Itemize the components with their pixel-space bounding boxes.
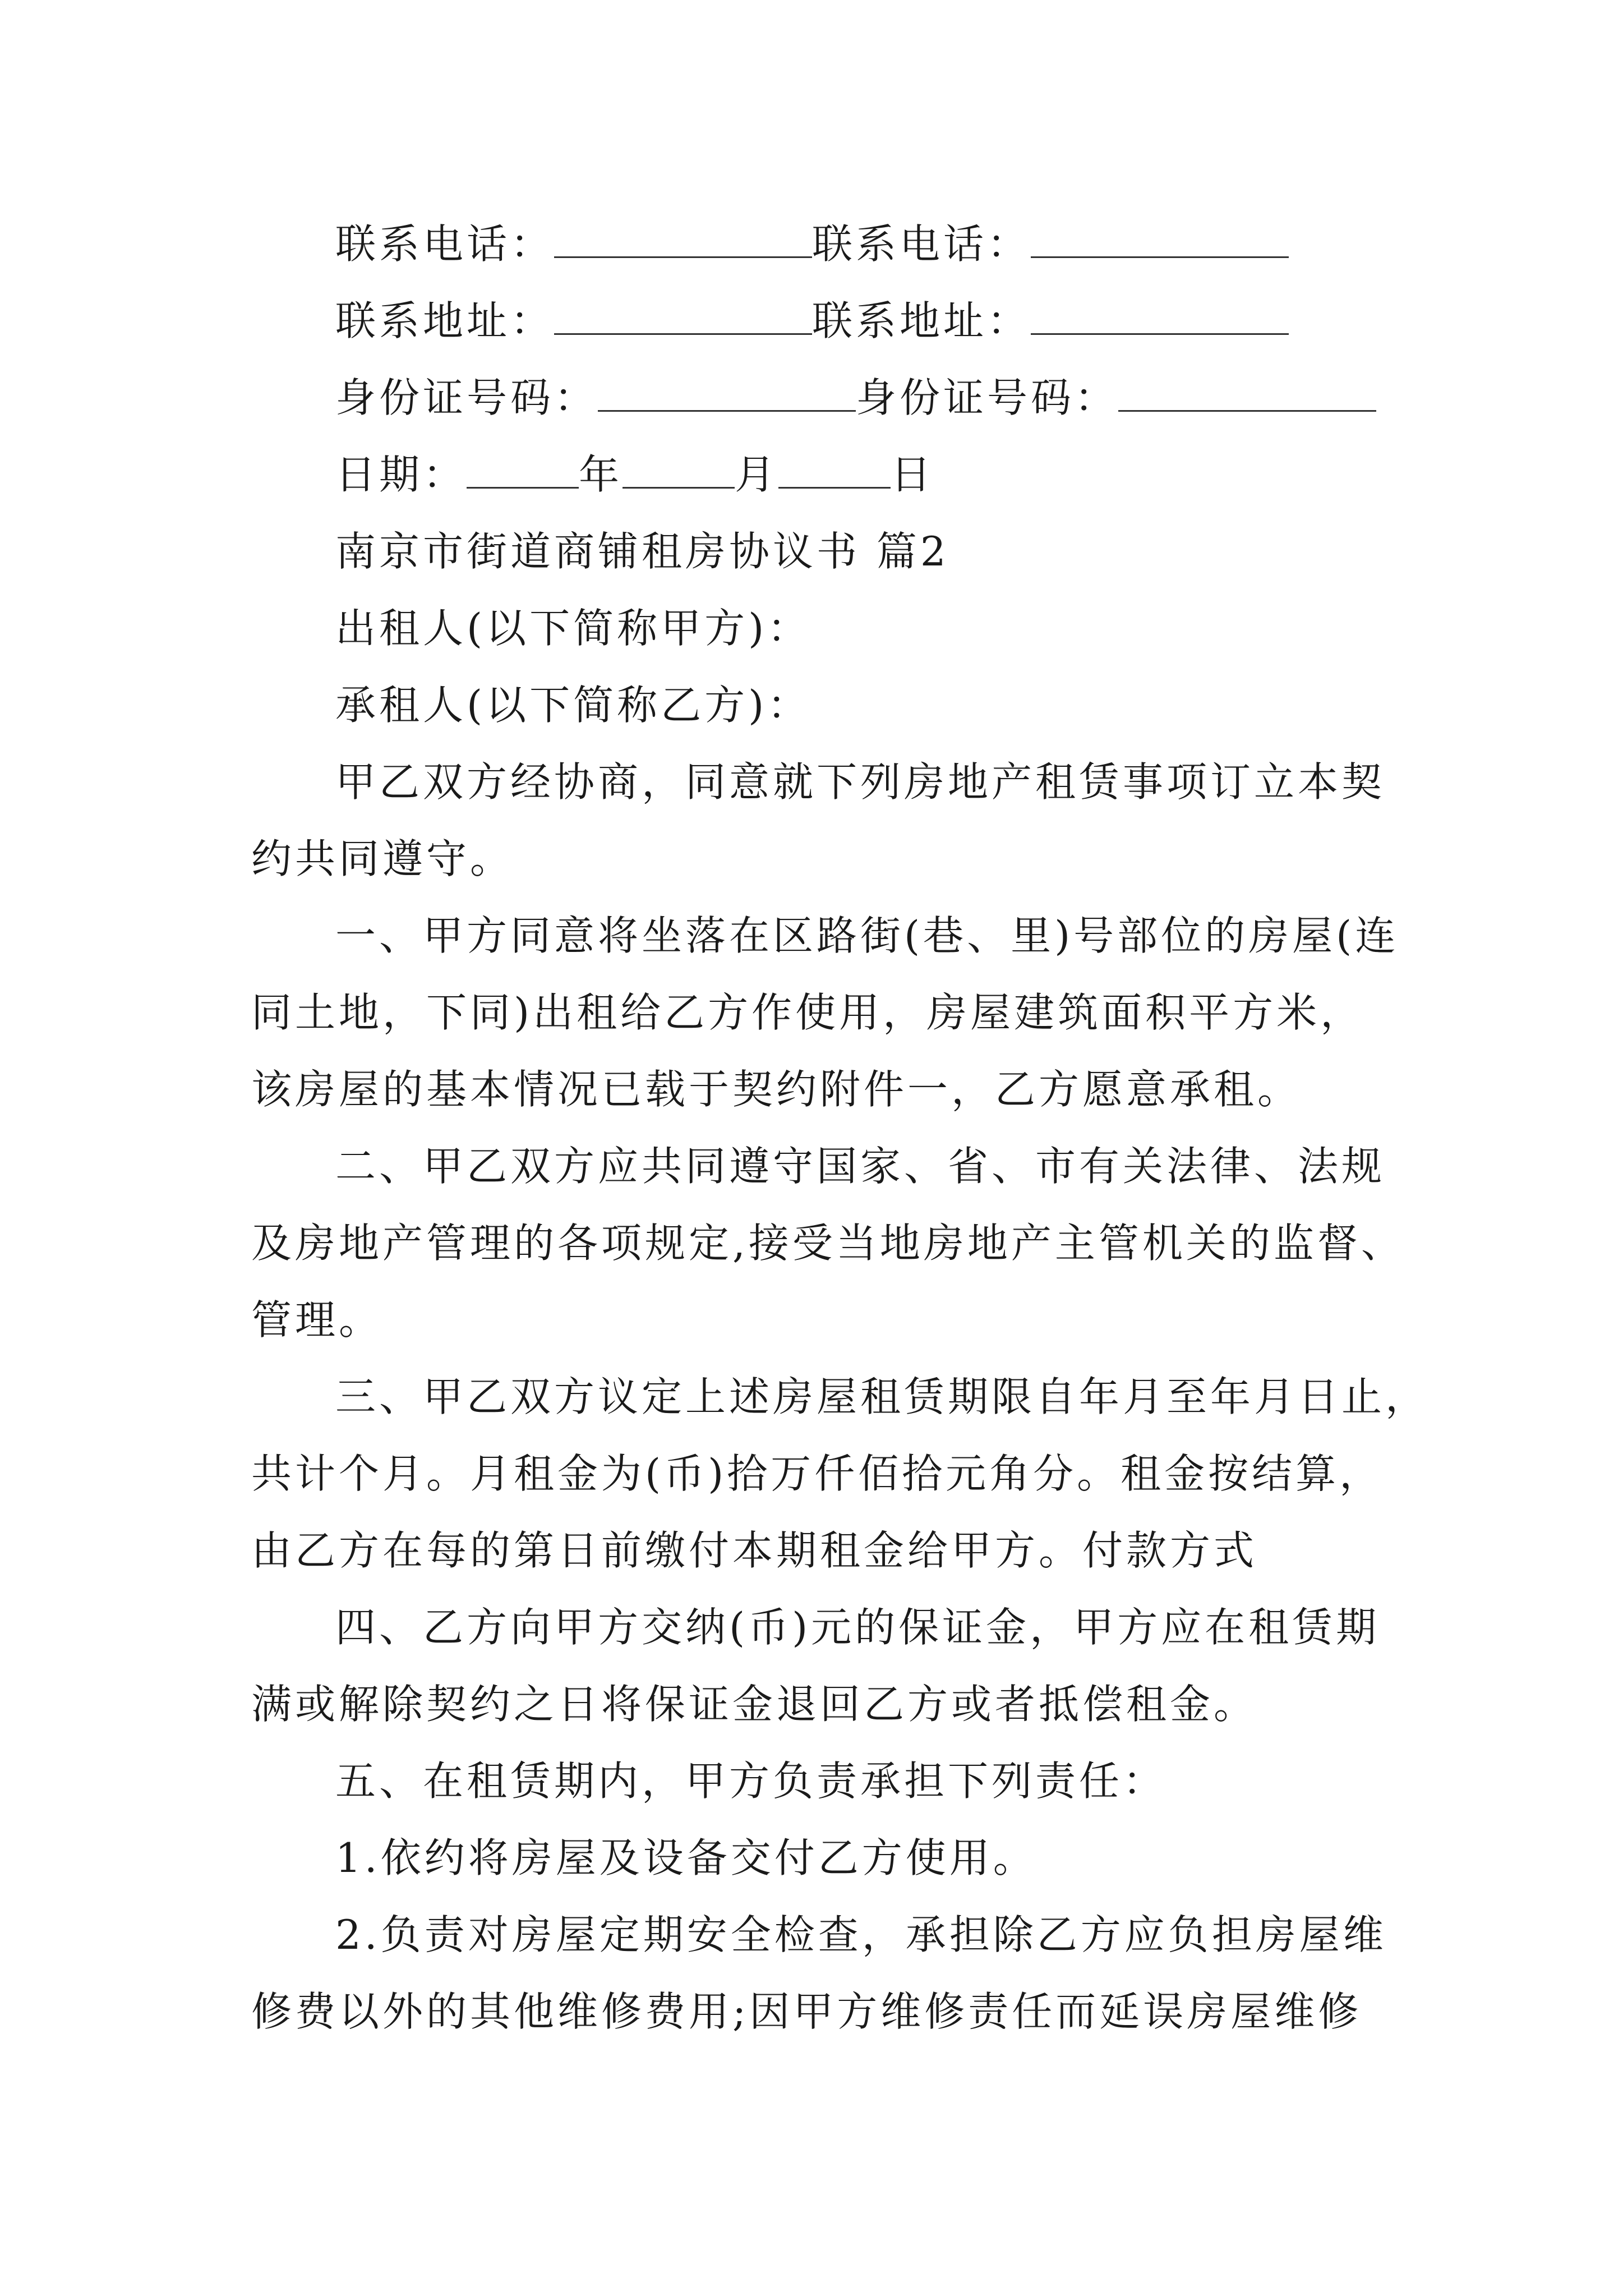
section-title: 南京市街道商铺租房协议书 篇2 (335, 528, 949, 575)
id-label-party-a: 身份证号码： (335, 374, 598, 421)
month-label: 月 (735, 451, 779, 498)
id-label-party-b: 身份证号码： (856, 374, 1119, 421)
lessor-line: 出租人(以下简称甲方)： (335, 605, 811, 652)
contact-phone-row (335, 219, 1289, 269)
body-line: 共计个月。月租金为(币)拾万仟佰拾元角分。租金按结算， (251, 1450, 1384, 1497)
phone-blank-party-a (554, 223, 812, 258)
phone-blank-party-b (1031, 223, 1289, 258)
body-line: 甲乙双方经协商，同意就下列房地产租赁事项订立本契 (335, 758, 1386, 806)
body-line: 满或解除契约之日将保证金退回乙方或者抵偿租金。 (251, 1681, 1258, 1728)
address-label-party-b: 联系地址： (812, 297, 1031, 344)
address-label-party-a: 联系地址： (335, 297, 555, 344)
address-blank-party-a (554, 300, 812, 335)
body-line: 1.依约将房屋及设备交付乙方使用。 (335, 1834, 1037, 1881)
body-line: 2.负责对房屋定期安全检查，承担除乙方应负担房屋维 (335, 1911, 1387, 1958)
year-blank (467, 453, 579, 489)
body-line: 及房地产管理的各项规定,接受当地房地产主管机关的监督、 (251, 1220, 1405, 1267)
id-blank-party-a (598, 376, 856, 412)
body-line: 三、甲乙双方议定上述房屋租赁期限自年月至年月日止， (335, 1373, 1430, 1420)
body-line: 一、甲方同意将坐落在区路街(巷、里)号部位的房屋(连 (335, 912, 1399, 959)
body-line: 四、乙方向甲方交纳(币)元的保证金，甲方应在租赁期 (335, 1604, 1380, 1651)
month-blank (623, 453, 735, 489)
phone-label-party-a: 联系电话： (335, 220, 555, 268)
body-line: 同土地，下同)出租给乙方作使用，房屋建筑面积平方米， (251, 989, 1364, 1036)
body-line: 由乙方在每的第日前缴付本期租金给甲方。付款方式 (251, 1527, 1258, 1574)
lessee-line: 承租人(以下简称乙方)： (335, 682, 811, 729)
phone-label-party-b: 联系电话： (812, 220, 1031, 268)
id-number-row (335, 372, 1376, 423)
day-label: 日 (891, 451, 935, 498)
date-label: 日期： (335, 451, 467, 498)
year-label: 年 (579, 451, 623, 498)
body-line: 约共同遵守。 (251, 835, 514, 882)
address-blank-party-b (1031, 300, 1289, 335)
body-line: 该房屋的基本情况已载于契约附件一，乙方愿意承租。 (251, 1066, 1302, 1113)
contact-address-row (335, 296, 1289, 346)
day-blank (778, 453, 891, 489)
body-line: 二、甲乙双方应共同遵守国家、省、市有关法律、法规 (335, 1143, 1386, 1190)
body-line: 管理。 (251, 1296, 383, 1343)
body-line: 修费以外的其他维修费用;因甲方维修责任而延误房屋维修 (251, 1988, 1362, 2035)
id-blank-party-b (1118, 376, 1376, 412)
body-line: 五、在租赁期内，甲方负责承担下列责任： (335, 1757, 1167, 1805)
date-row (335, 449, 934, 500)
